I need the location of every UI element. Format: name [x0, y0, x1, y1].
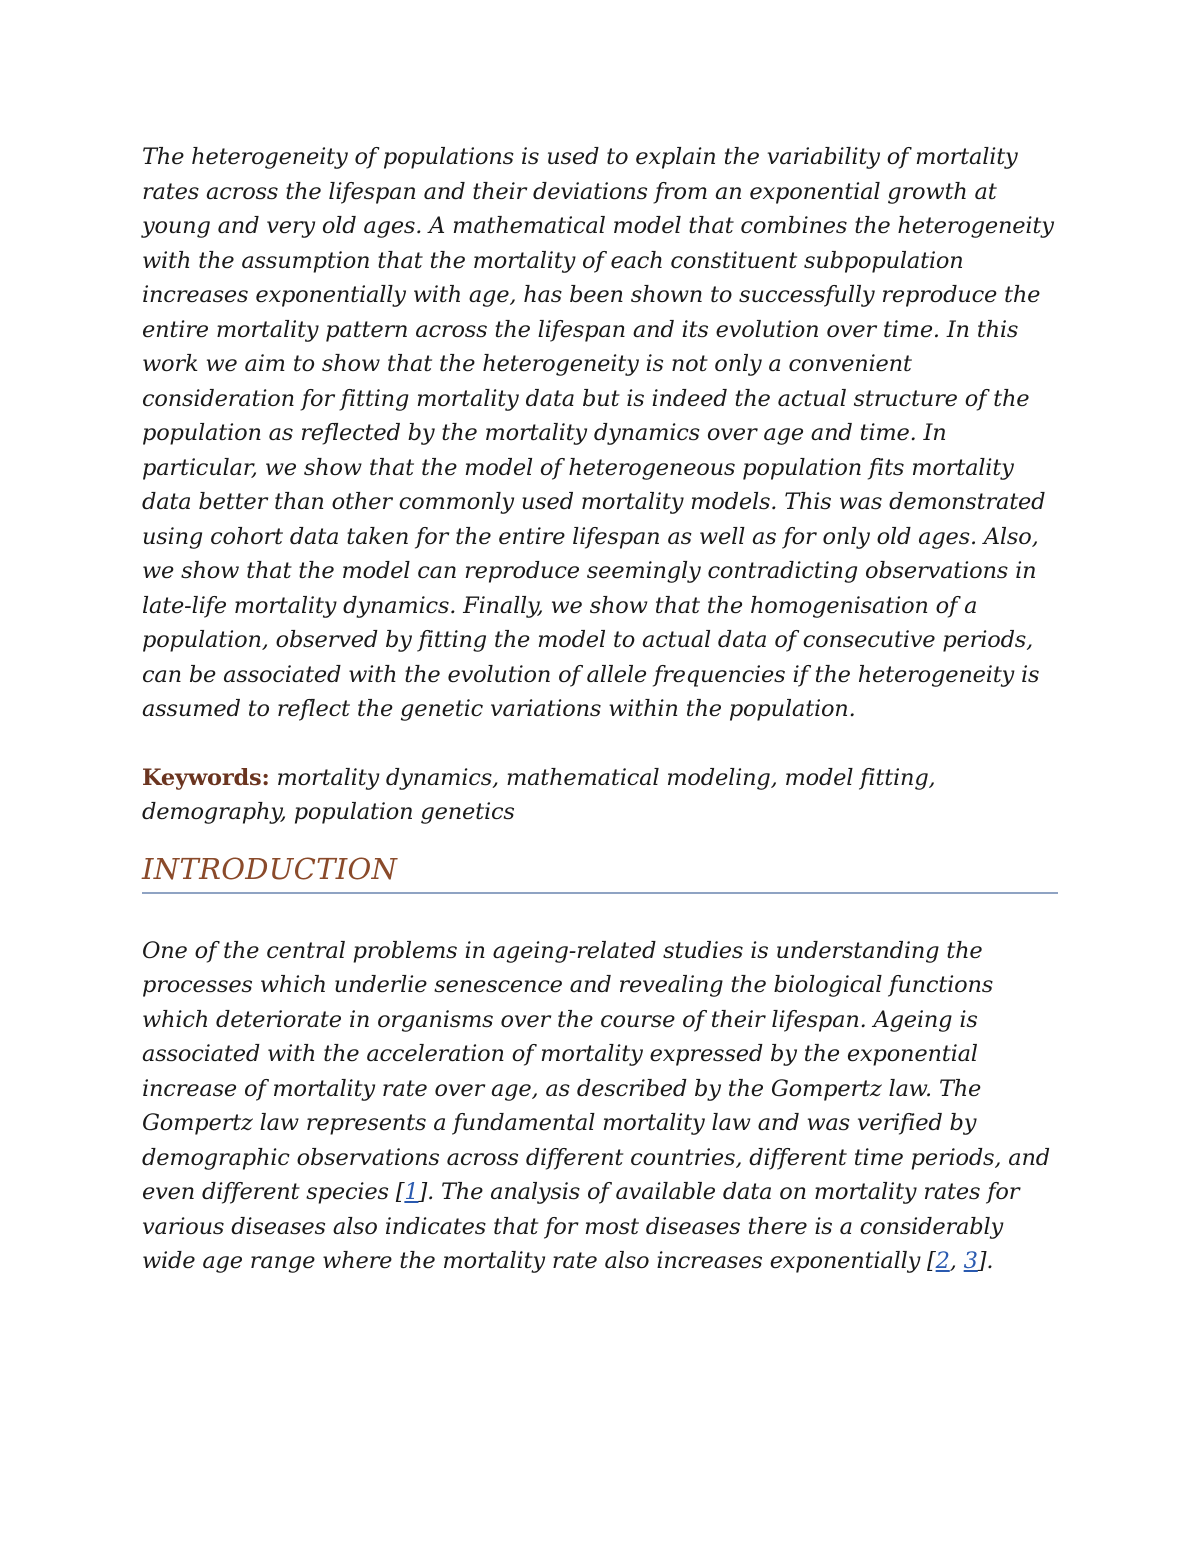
keywords-label: Keywords:	[142, 764, 270, 791]
keywords-line	[142, 761, 1058, 830]
abstract-paragraph: The heterogeneity of populations is used to explain the variability of mortality rates across the lifespan and their deviations from an exponential growth at young and very old ages. A mathematical model that combines the heterogeneity with the assumption that the mortality of each constituent subpopulation increases exponentially with age, has been shown to successfully reproduce the entire mortality pattern across the lifespan and its evolution over time. In this work we aim to show that the heterogeneity is not only a convenient consideration for fitting mortality data but is indeed the actual structure of the population as reflected by the mortality dynamics over age and time. In particular, we show that the model of heterogeneous population fits mortality data better than other commonly used mortality models. This was demonstrated using cohort data taken for the entire lifespan as well as for only old ages. Also, we show that the model can reproduce seemingly contradicting observations in late-life mortality dynamics. Finally, we show that the homogenisation of a population, observed by fitting the model to actual data of consecutive periods, can be associated with the evolution of allele frequencies if the heterogeneity is assumed to reflect the genetic variations within the population.	[142, 144, 1054, 722]
citation-separator: ,	[949, 1248, 964, 1274]
citation-link-2[interactable]: 2	[935, 1248, 950, 1274]
introduction-heading: INTRODUCTION	[142, 852, 1058, 894]
intro-text-part3: ].	[977, 1248, 994, 1274]
keywords-text: mortality dynamics, mathematical modeling, model fitting, demography, population genetics	[142, 764, 936, 825]
introduction-paragraph	[142, 934, 1058, 1279]
intro-text-part2: ]. The analysis of available data on mortality rates for various diseases also indicates that for most diseases there is a considerably wide age range where the mortality rate also increases exponentially [	[142, 1179, 1020, 1274]
intro-text-part1: One of the central problems in ageing-related studies is understanding the processes which underlie senescence and revealing the biological functions which deteriorate in organisms over the course of their lifespan. Ageing is associated with the acceleration of mortality expressed by the exponential increase of mortality rate over age, as described by the Gompertz law. The Gompertz law represents a fundamental mortality law and was verified by demographic observations across different countries, different time periods, and even different species [	[142, 937, 1051, 1205]
citation-link-1[interactable]: 1	[404, 1179, 419, 1205]
citation-link-3[interactable]: 3	[963, 1248, 978, 1274]
document-page	[142, 140, 1058, 1279]
